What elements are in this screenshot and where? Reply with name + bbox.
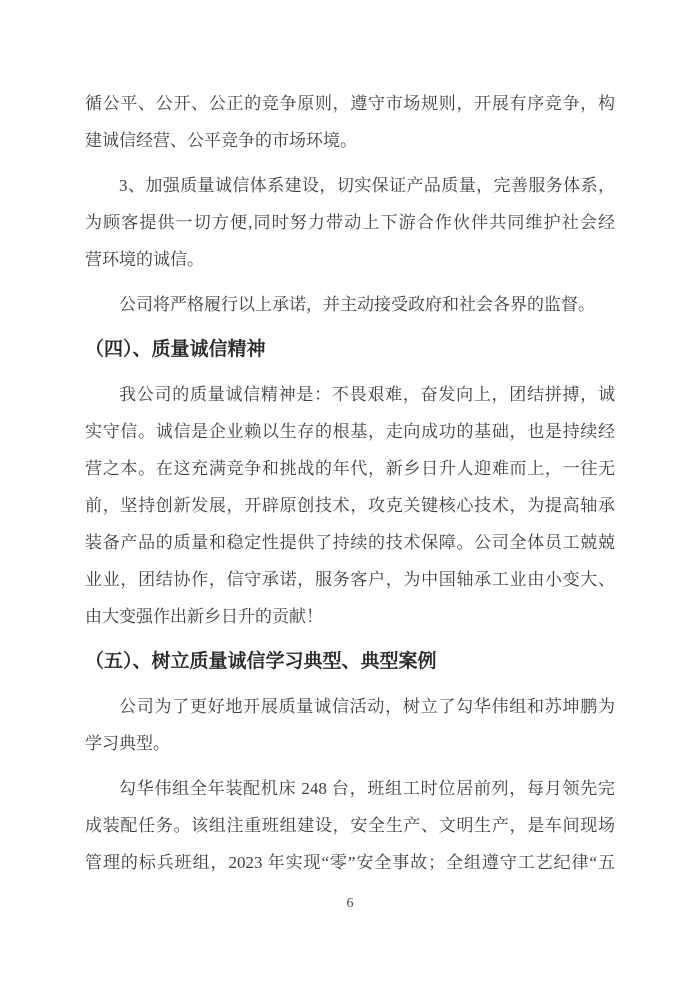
text-line: 实守信。诚信是企业赖以生存的根基，走向成功的基础，也是持续经 <box>85 422 615 441</box>
section-heading <box>85 643 615 680</box>
text-line: 公司为了更好地开展质量诚信活动，树立了勾华伟组和苏坤鹏为 <box>119 697 615 716</box>
text-line: 营之本。在这充满竞争和挑战的年代，新乡日升人迎难而上，一往无 <box>85 459 615 478</box>
body-paragraph <box>85 85 615 159</box>
body-paragraph <box>85 770 615 881</box>
text-line: 营环境的诚信。 <box>85 250 204 269</box>
text-line: （五）、树立质量诚信学习典型、典型案例 <box>85 651 437 672</box>
body-paragraph <box>85 376 615 635</box>
text-line: （四）、质量诚信精神 <box>85 339 266 360</box>
body-paragraph <box>85 167 615 278</box>
body-paragraph <box>85 286 615 323</box>
text-line: 为顾客提供一切方便,同时努力带动上下游合作伙伴共同维护社会经 <box>85 213 615 232</box>
text-line: 我公司的质量诚信精神是：不畏艰难，奋发向上，团结拼搏，诚 <box>119 385 615 404</box>
text-line: 3、加强质量诚信体系建设，切实保证产品质量，完善服务体系， <box>119 176 615 195</box>
text-line: 装备产品的质量和稳定性提供了持续的技术保障。公司全体员工兢兢 <box>85 533 615 552</box>
document-content <box>85 85 615 889</box>
text-line: 勾华伟组全年装配机床 248 台，班组工时位居前列，每月领先完 <box>119 779 615 798</box>
body-paragraph <box>85 688 615 762</box>
section-heading <box>85 331 615 368</box>
text-line: 公司将严格履行以上承诺，并主动接受政府和社会各界的监督。 <box>119 295 595 314</box>
text-line: 循公平、公开、公正的竞争原则，遵守市场规则，开展有序竞争，构 <box>85 94 615 113</box>
text-line: 成装配任务。该组注重班组建设，安全生产、文明生产，是车间现场 <box>85 816 615 835</box>
text-line: 学习典型。 <box>85 734 170 753</box>
text-line: 业业，团结协作，信守承诺，服务客户，为中国轴承工业由小变大、 <box>85 570 615 589</box>
text-line: 由大变强作出新乡日升的贡献！ <box>85 607 323 626</box>
page-number: 6 <box>346 896 354 911</box>
text-line: 管理的标兵班组，2023 年实现“零”安全事故；全组遵守工艺纪律“五 <box>85 853 615 872</box>
text-line: 前，坚持创新发展，开辟原创技术，攻克关键核心技术，为提高轴承 <box>85 496 615 515</box>
text-line: 建诚信经营、公平竞争的市场环境。 <box>85 131 357 150</box>
